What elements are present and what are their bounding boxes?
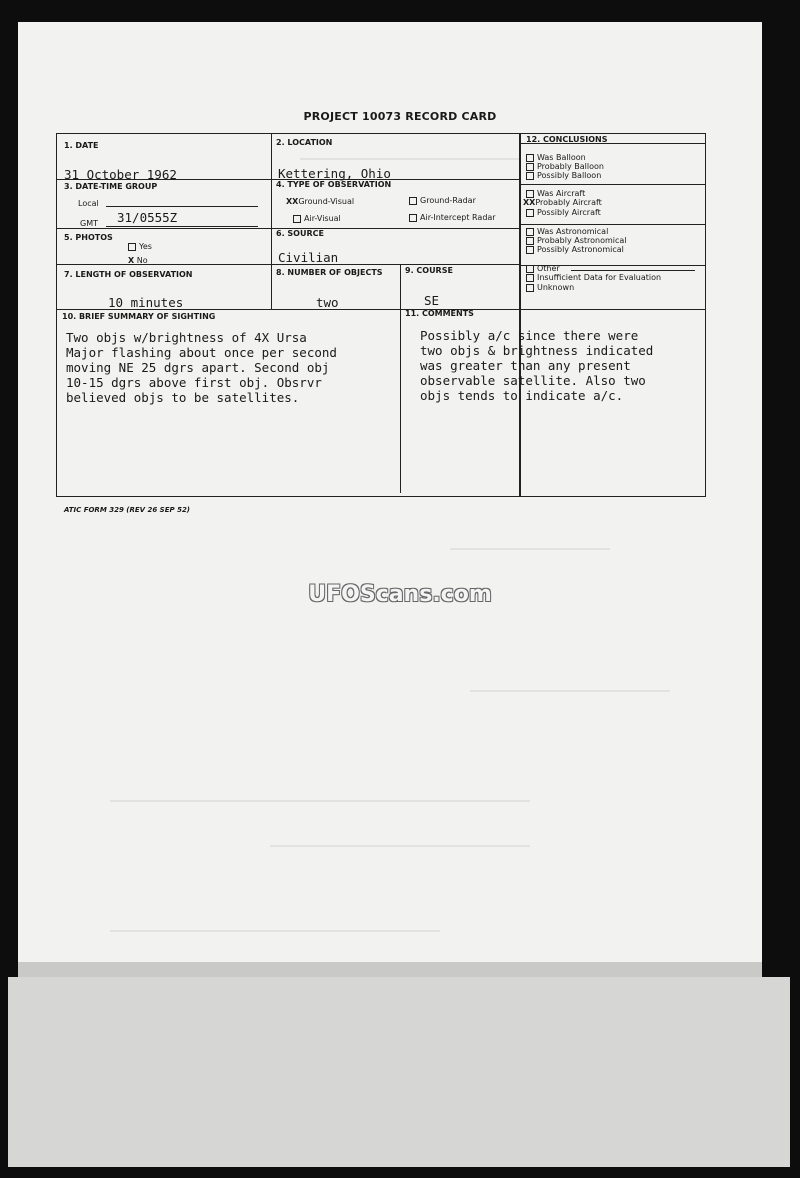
- conclusion-checkbox: [526, 237, 534, 245]
- conclusion-text: Unknown: [537, 283, 575, 292]
- conclusion-insufficient-data: [526, 273, 661, 282]
- form-identifier: ATIC FORM 329 (REV 26 SEP 52): [64, 506, 191, 514]
- conclusion-text: Probably Astronomical: [537, 236, 627, 245]
- conclusion-was-balloon: [526, 153, 586, 162]
- summary-line: 10-15 dgrs above first obj. Obsrvr: [66, 375, 322, 390]
- dtg-gmt-value: 31/0555Z: [117, 210, 178, 225]
- conclusion-unknown: [526, 283, 574, 292]
- photos-no-option: [128, 256, 148, 265]
- location-label: 2. LOCATION: [276, 138, 333, 147]
- conclusion-checkbox: [526, 209, 534, 217]
- date-label: 1. DATE: [64, 141, 99, 150]
- conclusion-possibly-aircraft: [526, 208, 601, 217]
- objects-label: 8. NUMBER OF OBJECTS: [276, 268, 383, 277]
- divider-vertical-3: [400, 264, 401, 493]
- dtg-local-label: Local: [78, 199, 99, 208]
- card-title: PROJECT 10073 RECORD CARD: [303, 110, 497, 123]
- summary-line: Major flashing about once per second: [66, 345, 337, 360]
- ground-visual-option: [286, 197, 354, 206]
- comments-line: Possibly a/c since there were: [420, 328, 639, 343]
- conclusion-possibly-astronomical: [526, 245, 624, 254]
- conclusion-text: Was Astronomical: [537, 227, 609, 236]
- ground-visual-text: Ground-Visual: [298, 197, 355, 206]
- conclusion-checkbox: [526, 172, 534, 180]
- dtg-label: 3. DATE-TIME GROUP: [64, 182, 158, 191]
- conclusion-text: Probably Balloon: [537, 162, 604, 171]
- length-value: 10 minutes: [108, 295, 184, 310]
- air-intercept-text: Air-Intercept Radar: [420, 213, 496, 222]
- summary-line: Two objs w/brightness of 4X Ursa: [66, 330, 307, 345]
- photos-no-text: No: [136, 256, 148, 265]
- comments-line: observable satellite. Also two: [420, 373, 646, 388]
- bleed-through-line: [470, 690, 670, 692]
- bleed-through-line: [110, 800, 530, 802]
- photos-yes-text: Yes: [139, 242, 152, 251]
- conclusion-checkbox: [526, 246, 534, 254]
- conclusion-checkbox: [526, 190, 534, 198]
- course-label: 9. COURSE: [405, 266, 453, 275]
- summary-line: moving NE 25 dgrs apart. Second obj: [66, 360, 330, 375]
- conclusion-probably-aircraft: [523, 198, 602, 207]
- bleed-through-line: [110, 930, 440, 932]
- dtg-local-line: [106, 206, 258, 207]
- conclusion-checkbox: [526, 154, 534, 162]
- course-value: SE: [424, 293, 440, 308]
- conclusions-label: 12. CONCLUSIONS: [526, 135, 608, 144]
- air-visual-checkbox: [293, 215, 301, 223]
- conclusion-text: Was Balloon: [537, 153, 586, 162]
- objects-value: two: [316, 295, 339, 310]
- conclusion-checkbox: [526, 284, 534, 292]
- dtg-gmt-label: GMT: [80, 219, 98, 228]
- watermark: UFOScans.com: [308, 582, 492, 607]
- ground-radar-text: Ground-Radar: [420, 196, 476, 205]
- bleed-through-line: [270, 845, 530, 847]
- comments-line: was greater than any present: [420, 358, 631, 373]
- observation-type-label: 4. TYPE OF OBSERVATION: [276, 180, 392, 189]
- location-value: Kettering, Ohio: [278, 166, 391, 181]
- conclusion-checkbox: [526, 274, 534, 282]
- conclusion-other: [526, 264, 560, 273]
- conclusion-was-aircraft: [526, 189, 585, 198]
- summary-label: 10. BRIEF SUMMARY OF SIGHTING: [62, 312, 216, 321]
- conclusion-probably-balloon: [526, 162, 604, 171]
- air-intercept-checkbox: [409, 214, 417, 222]
- ground-radar-option: [409, 196, 476, 205]
- conclusion-checkbox: [526, 163, 534, 171]
- divider-horizontal-7: [519, 224, 705, 225]
- comments-line: objs tends to indicate a/c.: [420, 388, 624, 403]
- conclusion-text: Possibly Aircraft: [537, 208, 601, 217]
- source-value: Civilian: [278, 250, 339, 265]
- conclusion-text: Was Aircraft: [537, 189, 586, 198]
- date-value: 31 October 1962: [64, 167, 177, 182]
- conclusion-possibly-balloon: [526, 171, 601, 180]
- ground-visual-check-mark: XX: [286, 197, 299, 206]
- summary-line: believed objs to be satellites.: [66, 390, 300, 405]
- divider-horizontal-6: [519, 184, 705, 185]
- conclusion-checkbox: [526, 265, 534, 273]
- length-label: 7. LENGTH OF OBSERVATION: [64, 270, 193, 279]
- sheet-fold: [18, 962, 762, 978]
- conclusion-text: Possibly Astronomical: [537, 245, 624, 254]
- comments-label: 11. COMMENTS: [405, 309, 474, 318]
- probably-aircraft-check-mark: XX: [523, 198, 536, 207]
- conclusion-probably-astronomical: [526, 236, 627, 245]
- photos-yes-checkbox: [128, 243, 136, 251]
- comments-line: two objs & brightness indicated: [420, 343, 654, 358]
- conclusion-text: Other: [537, 264, 560, 273]
- conclusion-text: Possibly Balloon: [537, 171, 602, 180]
- bleed-through-line: [450, 548, 610, 550]
- conclusion-text: Probably Aircraft: [535, 198, 602, 207]
- photos-label: 5. PHOTOS: [64, 233, 113, 242]
- photos-no-check-mark: X: [128, 256, 135, 265]
- conclusion-other-line: [571, 270, 695, 271]
- conclusion-text: Insufficient Data for Evaluation: [537, 273, 662, 282]
- dtg-gmt-line: [106, 226, 258, 227]
- lower-sheet: [8, 977, 790, 1167]
- air-visual-option: [293, 214, 341, 223]
- source-label: 6. SOURCE: [276, 229, 324, 238]
- ground-radar-checkbox: [409, 197, 417, 205]
- conclusion-was-astronomical: [526, 227, 608, 236]
- photos-yes-option: [128, 242, 152, 251]
- divider-vertical-1: [271, 134, 272, 309]
- air-visual-text: Air-Visual: [304, 214, 341, 223]
- air-intercept-option: [409, 213, 496, 222]
- divider-vertical-2: [519, 134, 521, 496]
- conclusion-checkbox: [526, 228, 534, 236]
